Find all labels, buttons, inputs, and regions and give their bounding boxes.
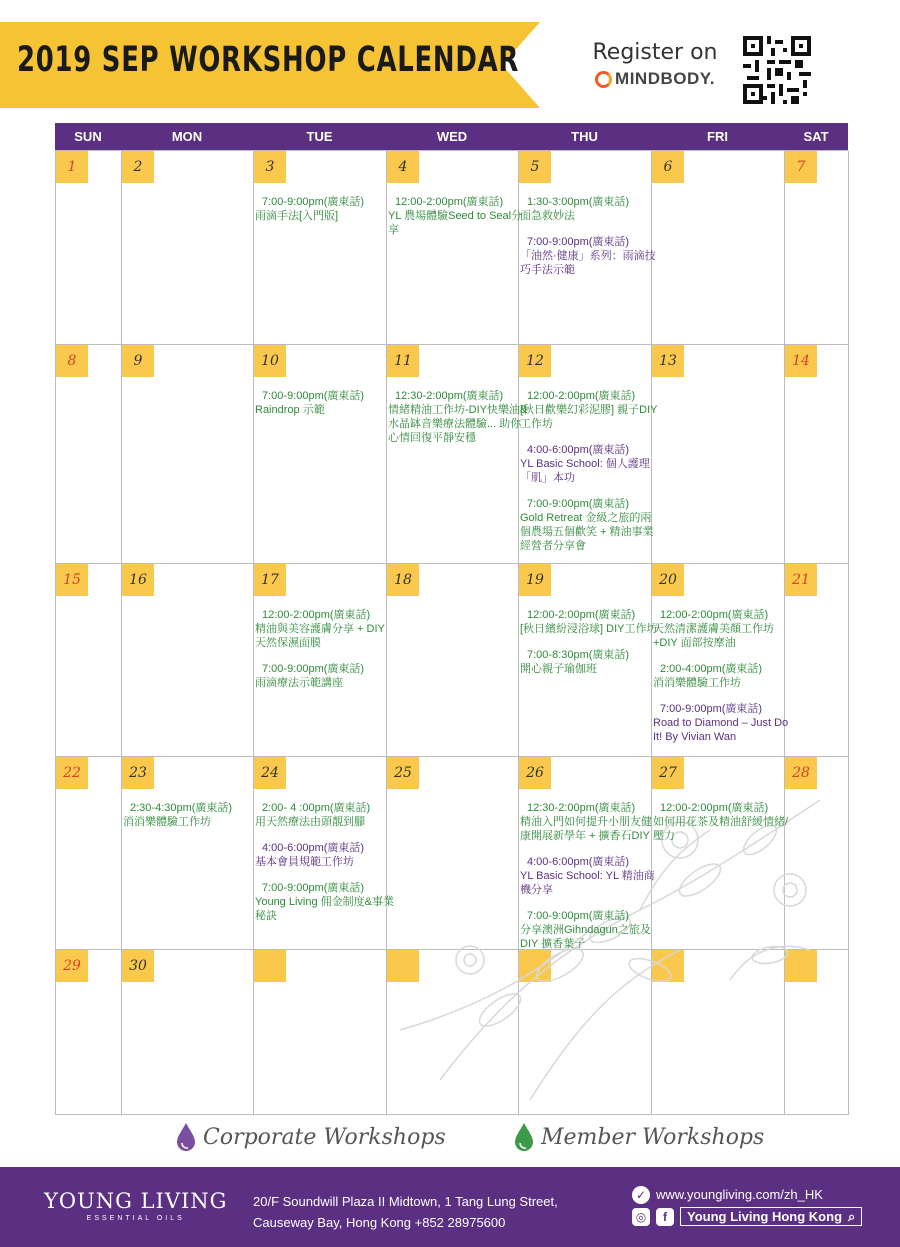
event-title: YL Basic School: YL 精油商機分享 [520,870,655,896]
brand-subtitle: ESSENTIAL OILS [86,1215,185,1222]
event-time: 7:00-9:00pm(廣東話) [262,882,365,894]
member-workshop-event[interactable] [388,195,528,237]
member-workshop-event[interactable] [653,801,793,843]
event-time: 12:30-2:00pm(廣東話) [395,390,504,402]
address-line: 20/F Soundwill Plaza II Midtown, 1 Tang Lung Street, [253,1194,558,1209]
day-number: 6 [652,151,684,183]
event-title: [秋日繽紛浸浴球] DIY工作坊 [520,623,658,635]
website-text: www.youngliving.com/zh_HK [656,1187,823,1202]
green-drop-icon [513,1122,535,1152]
brand-name: YOUNG LIVING [44,1189,228,1213]
day-number: 16 [122,564,154,596]
day-number: 9 [122,345,154,377]
event-time: 1:30-3:00pm(廣東話) [527,196,630,208]
day-number: 7 [785,151,817,183]
weekday-label: TUE [306,129,333,144]
day-cell [254,151,387,345]
weekday-label: FRI [707,129,728,144]
day-cell [387,151,523,345]
day-cell [56,950,122,1115]
weekday-label: WED [436,129,468,144]
event-title: [秋日歡樂幻彩泥膠] 親子DIY工作坊 [520,404,658,430]
member-workshop-event[interactable] [255,801,395,829]
event-list [123,801,263,841]
day-cell [652,950,785,1115]
event-title: 精油入門如何提升小朋友健康開展新學年 + 擴香石DIY [520,816,652,842]
day-number: 10 [254,345,286,377]
mindbody-icon [595,71,612,88]
event-title: 基本會員規範工作坊 [255,856,354,868]
event-title: 用天然療法由頭靚到腳 [255,816,365,828]
event-time: 12:00-2:00pm(廣東話) [527,609,636,621]
day-number: 8 [56,345,88,377]
weekday-label: SAT [803,129,829,144]
day-number: 1 [56,151,88,183]
event-time: 2:30-4:30pm(廣東話) [130,802,233,814]
member-workshop-event[interactable] [653,608,793,650]
weekday-header [55,123,848,150]
event-time: 12:00-2:00pm(廣東話) [527,390,636,402]
event-time: 2:00- 4 :00pm(廣東話) [262,802,371,814]
day-cell [652,151,785,345]
event-title: 雨滴手法[入門版] [255,210,339,222]
event-list [520,608,660,688]
mindbody-logo [585,69,725,89]
day-cell [254,950,387,1115]
leaf-icon: ✓ [632,1186,650,1204]
event-time: 7:00-8:30pm(廣東話) [527,649,630,661]
event-title: YL 農場體驗Seed to Seal分享 [388,210,523,236]
corporate-workshop-event[interactable] [520,235,660,277]
event-list [653,608,793,756]
event-title: 如何用花茶及精油舒緩情緒/壓力 [653,816,789,842]
young-living-logo [44,1189,227,1222]
day-number: 29 [56,950,88,982]
day-number: 5 [519,151,551,183]
event-list [255,195,395,235]
weekday-label: SUN [74,129,102,144]
event-title: 雨滴療法示範講座 [255,677,343,689]
event-time: 7:00-9:00pm(廣東話) [527,910,630,922]
member-workshop-event[interactable] [520,648,660,676]
day-number: 24 [254,757,286,789]
event-list [520,195,660,289]
event-list [653,801,793,855]
address-block [253,1191,558,1233]
day-cell [785,950,849,1115]
day-cell [254,564,387,757]
member-workshop-event[interactable] [520,608,660,636]
member-workshop-event[interactable] [255,608,395,650]
event-title: 天然清潔護膚美顏工作坊+DIY 面部按摩油 [653,623,774,649]
day-cell [652,345,785,564]
day-cell [785,564,849,757]
day-number: 11 [387,345,419,377]
event-list [520,389,660,565]
day-number: 17 [254,564,286,596]
page-title: 2019 SEP WORKSHOP CALENDAR [17,40,520,80]
event-list [388,195,528,249]
day-number: 23 [122,757,154,789]
search-icon: ⌕ [848,1209,856,1224]
day-cell [56,757,122,950]
day-cell [519,757,655,950]
day-number [387,950,419,982]
day-number: 18 [387,564,419,596]
day-number: 22 [56,757,88,789]
day-cell [519,564,658,757]
day-number: 27 [652,757,684,789]
day-cell [519,950,652,1115]
event-time: 4:00-6:00pm(廣東話) [527,856,630,868]
weekday-label: THU [571,129,598,144]
event-time: 12:00-2:00pm(廣東話) [262,609,371,621]
day-cell [519,151,656,345]
day-cell [56,345,122,564]
day-number: 13 [652,345,684,377]
legend-corporate [175,1122,446,1152]
day-cell [122,345,254,564]
corporate-workshop-event[interactable] [520,443,660,485]
member-workshop-event[interactable] [255,389,395,417]
event-time: 12:00-2:00pm(廣東話) [660,609,769,621]
day-cell [122,151,254,345]
day-cell [254,345,387,564]
day-number: 4 [387,151,419,183]
event-list [255,608,395,702]
member-workshop-event[interactable] [388,389,528,445]
event-title: 消消樂體驗工作坊 [653,677,741,689]
event-title: Gold Retreat 金級之旅的兩個農場五個歡笑 + 精油事業經營者分享會 [520,512,654,552]
social-search-box[interactable] [680,1207,862,1226]
event-title: 精油與美容護膚分享 + DIY 天然保濕面膜 [255,623,385,649]
event-title: 情緒精油工作坊-DIY快樂油&水晶缽音樂療法體驗... 助你心情回復平靜安穩 [388,404,528,444]
event-time: 7:00-9:00pm(廣東話) [262,390,365,402]
day-cell [387,345,528,564]
event-title: 消消樂體驗工作坊 [123,816,211,828]
event-title: 開心親子瑜伽班 [520,663,597,675]
day-cell [56,151,122,345]
legend-member-label: Member Workshops [541,1124,765,1150]
day-number: 20 [652,564,684,596]
event-time: 12:00-2:00pm(廣東話) [395,196,504,208]
member-workshop-event[interactable] [520,497,660,553]
day-cell [122,950,254,1115]
member-workshop-event[interactable] [520,195,660,223]
day-cell [785,151,849,345]
event-title: 分享澳洲Gihndagun之旅及 DIY 擴香葉子 [520,924,651,950]
day-cell [387,950,519,1115]
member-workshop-event[interactable] [255,662,395,690]
event-time: 4:00-6:00pm(廣東話) [262,842,365,854]
website-link[interactable] [632,1183,862,1207]
event-time: 7:00-9:00pm(廣東話) [527,236,630,248]
member-workshop-event[interactable] [123,801,263,829]
event-time: 4:00-6:00pm(廣東話) [527,444,630,456]
day-cell [122,757,254,950]
event-list [388,389,528,457]
event-title: Young Living 佣金制度&事業秘訣 [255,896,394,922]
event-list [255,801,395,935]
day-cell [652,757,789,950]
day-number: 2 [122,151,154,183]
day-number: 15 [56,564,88,596]
day-number: 26 [519,757,551,789]
weekday-label: MON [171,129,203,144]
day-cell [122,564,254,757]
day-number: 28 [785,757,817,789]
day-cell [519,345,658,564]
member-workshop-event[interactable] [520,801,660,843]
event-title: Raindrop 示範 [255,404,325,416]
legend-corporate-label: Corporate Workshops [203,1124,446,1150]
day-number: 12 [519,345,551,377]
event-time: 7:00-9:00pm(廣東話) [262,663,365,675]
day-number: 21 [785,564,817,596]
facebook-icon: f [656,1208,674,1226]
day-cell [387,757,519,950]
day-number [254,950,286,982]
member-workshop-event[interactable] [520,389,660,431]
register-block[interactable] [585,40,725,89]
purple-drop-icon [175,1122,197,1152]
member-workshop-event[interactable] [653,662,793,690]
day-number: 30 [122,950,154,982]
event-time: 7:00-9:00pm(廣東話) [262,196,365,208]
event-list [255,389,395,429]
day-cell [785,345,849,564]
day-cell [254,757,394,950]
calendar-grid [55,150,848,1115]
corporate-workshop-event[interactable] [255,841,395,869]
corporate-workshop-event[interactable] [653,702,793,744]
member-workshop-event[interactable] [520,909,660,951]
event-list [520,801,660,963]
event-time: 7:00-9:00pm(廣東話) [660,703,763,715]
event-time: 12:00-2:00pm(廣東話) [660,802,769,814]
corporate-workshop-event[interactable] [520,855,660,897]
day-number: 19 [519,564,551,596]
day-number: 25 [387,757,419,789]
mindbody-label: MINDBODY. [615,69,715,88]
contact-block [632,1183,862,1226]
event-time: 2:00-4:00pm(廣東話) [660,663,763,675]
day-number: 3 [254,151,286,183]
event-title: YL Basic School: 個人護理「肌」本功 [520,458,650,484]
day-number [785,950,817,982]
address-line: Causeway Bay, Hong Kong +852 28975600 [253,1215,506,1230]
member-workshop-event[interactable] [255,881,395,923]
event-time: 7:00-9:00pm(廣東話) [527,498,630,510]
member-workshop-event[interactable] [255,195,395,223]
day-cell [785,757,849,950]
qr-code-icon[interactable] [743,36,811,104]
footer [0,1167,900,1247]
event-title: 面急救妙法 [520,210,575,222]
register-label: Register on [592,40,718,65]
event-time: 12:30-2:00pm(廣東話) [527,802,636,814]
social-link[interactable] [632,1207,862,1226]
social-name: Young Living Hong Kong [687,1209,843,1224]
instagram-icon: ◎ [632,1208,650,1226]
legend-member [513,1122,764,1152]
event-title: 「油然·健康」系列：雨滴技巧手法示範 [520,250,656,276]
day-number: 14 [785,345,817,377]
day-cell [387,564,519,757]
day-cell [652,564,789,757]
event-title: Road to Diamond – Just Do It! By Vivian Wan [653,717,789,743]
day-cell [56,564,122,757]
